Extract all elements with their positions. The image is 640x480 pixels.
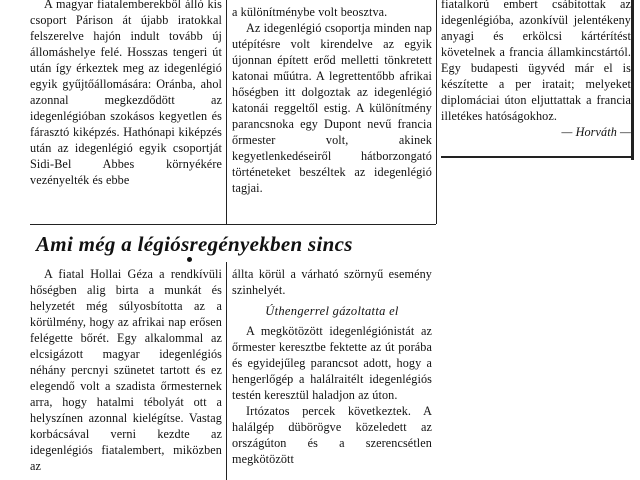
column-divider — [436, 0, 437, 224]
article-paragraph: állta körül a várható szörnyű esemény szinhelyét. — [232, 267, 432, 297]
article-column-top-left — [30, 0, 222, 218]
article-paragraph: A fiatal Hollai Géza a rendkívüli hőségben alig birta a munkát és helyzetét még súlyosbította az a körülmény, hogy az afrikai nap erősen felégette bőrét. Egy alkalommal az elcsigázott magyar idegenlégiós néhány percnyi szünetet tartott és ez elegendő volt a szadista őrmesternek arra, hogy hatalmi tébolyát ott a helyszínen azonnal kielégítse. Vastag korbácsával verni kezdte az idegenlégiós fiatalembert, miközben az — [30, 267, 222, 473]
article-headline: Ami még a légiósregényekben sincs — [36, 232, 353, 256]
author-signature: — Horváth — — [561, 125, 631, 139]
section-divider — [441, 156, 631, 158]
print-speck — [187, 257, 192, 262]
article-column-bottom-middle — [232, 266, 432, 480]
column-divider — [226, 0, 227, 224]
article-column-top-right — [441, 0, 631, 152]
article-subheading: Úthengerrel gázoltatta el — [265, 304, 399, 318]
article-paragraph: A magyar fiatalemberekből álló kis csoport Párison át újabb iratokkal felszerelve hajón indult tovább új állomáshelye felé. Hosszas tengeri út után így érkeztek meg az idegenlégió egyik gyűjtőállomására: Oránba, ahol azonnal megkezdődött az idegenlégióban szokásos kegyetlen és fárasztó kiképzés. Hathónapi kiképzés után az idegenlégió egyik csoportját Sidi-Bel Abbes környékére vezényelték és ebbe — [30, 0, 222, 187]
section-end-bar — [631, 0, 634, 160]
article-paragraph: fiatalkorú embert csábítottak az idegenlégióba, azonkívül jelentékeny anyagi és erkölcsi kártérítést követelnek a francia államkincstártól. Egy budapesti ügyvéd már el is készítette a per iratait; melyeket diplomáciai úton eljuttattak a francia illetékes hatóságokhoz. — [441, 0, 631, 123]
column-divider — [226, 262, 227, 480]
article-column-top-middle — [232, 4, 432, 220]
article-paragraph: a különítménybe volt beosztva. — [232, 5, 388, 19]
article-paragraph: Irtózatos percek következtek. A halálgép dübörögve közeledett az országúton és a szerencsétlen megkötözött — [232, 404, 432, 466]
article-paragraph: Az idegenlégió csoportja minden nap utépítésre volt kirendelve az egyik újonnan épített erőd melletti tönkretett katonai műútra. A legrettentőbb afrikai hőségben itt dolgoztak az idegenlégió katonái reggeltől estig. A különítmény parancsnoka egy Dupont nevű francia őrmester volt, akinek kegyetlenkedéseiről hátborzongató történeteket beszéltek az idegenlégió tagjai. — [232, 21, 432, 195]
section-divider — [30, 224, 436, 225]
article-paragraph: A megkötözött idegenlégiónistát az őrmester keresztbe fektette az út porába és egyidejűleg parancsot adott, hogy a hengerlőgép a halálraitélt idegenlégiós testén keresztül haladjon az úton. — [232, 324, 432, 402]
article-column-bottom-left — [30, 266, 222, 480]
